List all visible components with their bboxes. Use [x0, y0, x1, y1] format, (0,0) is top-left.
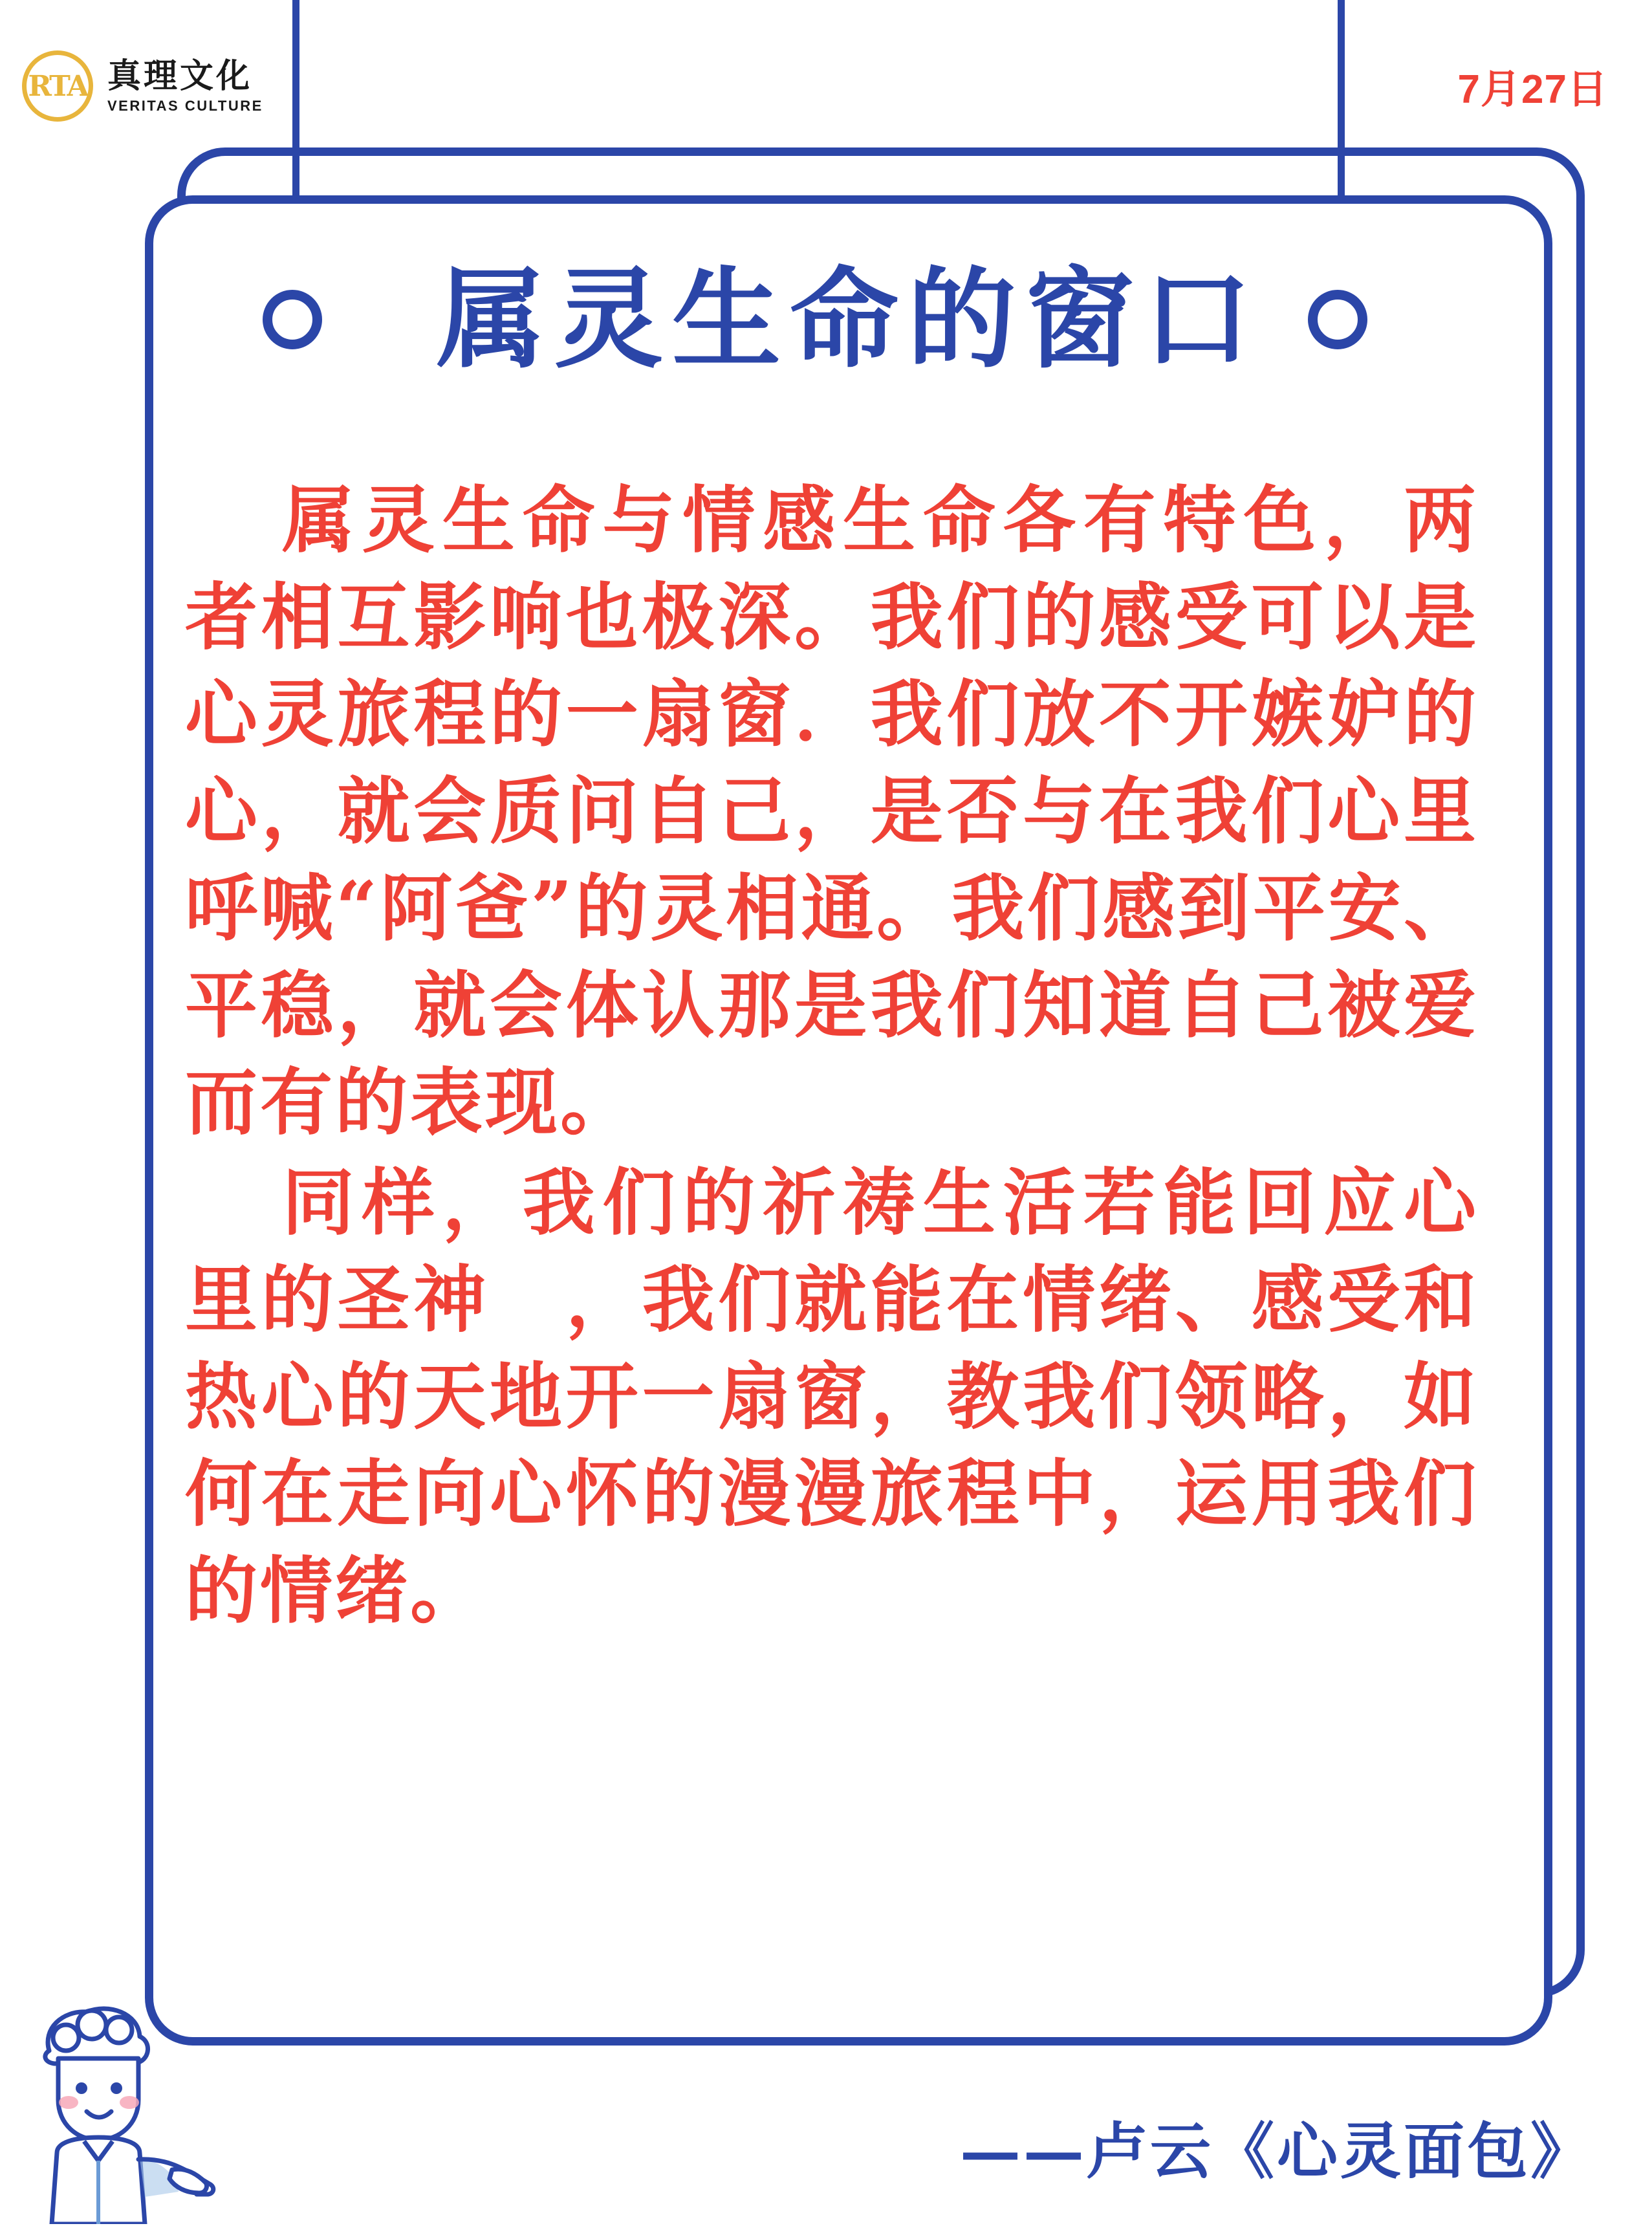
logo-monogram-text: RTA [28, 69, 87, 103]
body-text [185, 472, 1479, 1642]
brand-logo [22, 50, 263, 122]
brand-name-cn: 真理文化 [107, 56, 253, 96]
body-paragraph: 同样，我们的祈祷生活若能回应心里的圣神 ，我们就能在情绪、感受和热心的天地开一扇窗，教我们领略，如何在走向心怀的漫漫旅程中，运用我们的情绪。 [185, 1160, 1479, 1633]
brand-name-en: VERITAS CULTURE [107, 97, 263, 114]
page-title: 属灵生命的窗口 [437, 255, 1261, 383]
brand-name-block [107, 56, 263, 114]
logo-monogram-icon [22, 50, 93, 122]
attribution: ——卢云《心灵面包》 [959, 2116, 1594, 2187]
pointing-character-icon [12, 1991, 225, 2224]
body-paragraph: 属灵生命与情感生命各有特色，两者相互影响也极深。我们的感受可以是心灵旅程的一扇窗．我们放不开嫉妒的心，就会质问自己，是否与在我们心里呼喊“阿爸”的灵相通。我们感到平安、平稳，就会体认那是我们知道自己被爱而有的表现。 [185, 478, 1479, 1146]
date-label: 7月27日 [1457, 67, 1608, 112]
